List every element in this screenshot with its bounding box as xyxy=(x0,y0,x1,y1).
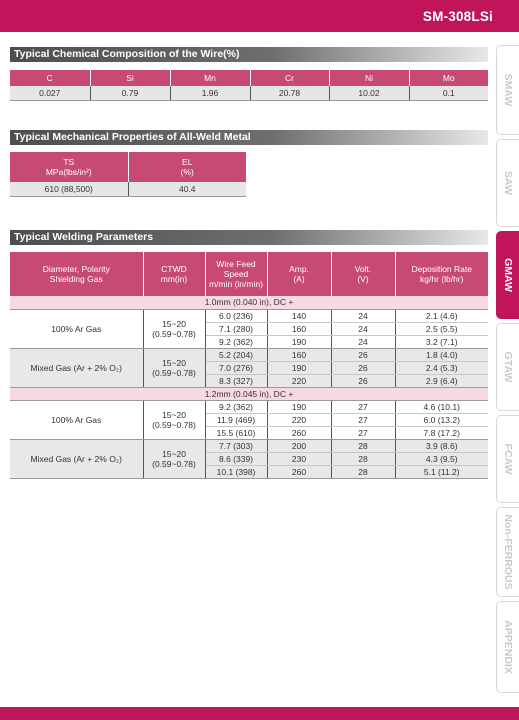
ctwd-mm: 15~20 xyxy=(162,409,186,420)
weld-col-amp xyxy=(267,252,331,296)
deposition-rate-cell: 2.9 (6.4) xyxy=(395,374,488,387)
weld-col-diameter-line1: Diameter, Polarity xyxy=(42,263,110,274)
wire-feed-speed-cell: 10.1 (398) xyxy=(205,465,267,478)
mech-value-el: 40.4 xyxy=(128,182,246,196)
wire-feed-speed-cell: 9.2 (362) xyxy=(205,335,267,348)
chem-col-c: C xyxy=(10,70,90,86)
deposition-rate-cell: 5.1 (11.2) xyxy=(395,465,488,478)
shielding-gas-cell: Mixed Gas (Ar + 2% O₂) xyxy=(10,439,143,478)
side-tab-label: Non-FERROUS xyxy=(502,514,514,590)
chem-col-mn: Mn xyxy=(170,70,250,86)
weld-col-wfs-line1: Wire Feed Speed xyxy=(216,258,256,279)
product-title: SM-308LSi xyxy=(422,9,493,24)
ctwd-in: (0.59~0.78) xyxy=(152,419,196,430)
weld-col-deposition-line2: kg/hr (lb/hr) xyxy=(420,274,464,284)
amperage-cell: 260 xyxy=(267,465,331,478)
amperage-cell: 200 xyxy=(267,439,331,452)
ctwd-mm: 15~20 xyxy=(162,318,186,329)
mech-value-ts: 610 (88,500) xyxy=(10,182,128,196)
voltage-cell: 27 xyxy=(331,400,395,413)
ctwd-mm: 15~20 xyxy=(162,357,186,368)
weld-col-amp-line1: Amp. xyxy=(289,263,309,274)
side-tab-label: GMAW xyxy=(502,258,514,292)
chem-col-mo: Mo xyxy=(409,70,488,86)
voltage-cell: 24 xyxy=(331,322,395,335)
weld-col-ctwd xyxy=(143,252,205,296)
voltage-cell: 26 xyxy=(331,361,395,374)
voltage-cell: 27 xyxy=(331,426,395,439)
mech-col-el-line1: EL xyxy=(182,156,193,167)
welding-table xyxy=(10,252,488,479)
mechanical-value-row xyxy=(10,182,246,196)
voltage-cell: 24 xyxy=(331,335,395,348)
amperage-cell: 220 xyxy=(267,374,331,387)
wire-feed-speed-cell: 5.2 (204) xyxy=(205,348,267,361)
voltage-cell: 28 xyxy=(331,452,395,465)
side-tab-gmaw[interactable] xyxy=(496,231,519,319)
deposition-rate-cell: 1.8 (4.0) xyxy=(395,348,488,361)
welding-size-row xyxy=(10,296,488,309)
welding-data-row xyxy=(10,348,488,361)
wire-feed-speed-cell: 7.1 (280) xyxy=(205,322,267,335)
deposition-rate-cell: 3.2 (7.1) xyxy=(395,335,488,348)
welding-table-body xyxy=(10,296,488,478)
voltage-cell: 24 xyxy=(331,309,395,322)
mech-col-ts xyxy=(10,152,128,182)
welding-size-label: 1.0mm (0.040 in), DC + xyxy=(10,296,488,309)
deposition-rate-cell: 6.0 (13.2) xyxy=(395,413,488,426)
side-tab-label: GTAW xyxy=(502,351,514,383)
voltage-cell: 27 xyxy=(331,413,395,426)
wire-feed-speed-cell: 11.9 (469) xyxy=(205,413,267,426)
mech-col-el-line2: (%) xyxy=(180,167,194,177)
amperage-cell: 160 xyxy=(267,348,331,361)
welding-data-row xyxy=(10,439,488,452)
ctwd-cell xyxy=(143,348,205,387)
deposition-rate-cell: 2.4 (5.3) xyxy=(395,361,488,374)
voltage-cell: 28 xyxy=(331,465,395,478)
voltage-cell: 28 xyxy=(331,439,395,452)
amperage-cell: 140 xyxy=(267,309,331,322)
ctwd-in: (0.59~0.78) xyxy=(152,328,196,339)
welding-data-row xyxy=(10,309,488,322)
ctwd-in: (0.59~0.78) xyxy=(152,458,196,469)
chem-col-ni: Ni xyxy=(329,70,409,86)
welding-size-row xyxy=(10,387,488,400)
chemical-header-row xyxy=(10,70,488,86)
wire-feed-speed-cell: 6.0 (236) xyxy=(205,309,267,322)
mechanical-table xyxy=(10,152,246,197)
voltage-cell: 26 xyxy=(331,348,395,361)
weld-col-volt xyxy=(331,252,395,296)
side-tab-gtaw[interactable] xyxy=(496,323,519,411)
amperage-cell: 260 xyxy=(267,426,331,439)
mech-col-el xyxy=(128,152,246,182)
voltage-cell: 26 xyxy=(331,374,395,387)
shielding-gas-cell: 100% Ar Gas xyxy=(10,309,143,348)
side-tab-strip xyxy=(496,45,519,695)
ctwd-in: (0.59~0.78) xyxy=(152,367,196,378)
side-tab-label: APPENDIX xyxy=(502,620,514,674)
amperage-cell: 160 xyxy=(267,322,331,335)
wire-feed-speed-cell: 7.0 (276) xyxy=(205,361,267,374)
wire-feed-speed-cell: 15.5 (610) xyxy=(205,426,267,439)
shielding-gas-cell: 100% Ar Gas xyxy=(10,400,143,439)
amperage-cell: 190 xyxy=(267,400,331,413)
side-tab-appendix[interactable] xyxy=(496,601,519,693)
mechanical-section-title: Typical Mechanical Properties of All-Weld Metal xyxy=(10,130,488,145)
ctwd-cell xyxy=(143,400,205,439)
deposition-rate-cell: 2.1 (4.6) xyxy=(395,309,488,322)
chem-value-si: 0.79 xyxy=(90,86,170,100)
welding-size-label: 1.2mm (0.045 in), DC + xyxy=(10,387,488,400)
chem-value-cr: 20.78 xyxy=(250,86,329,100)
wire-feed-speed-cell: 8.3 (327) xyxy=(205,374,267,387)
mechanical-header-row xyxy=(10,152,246,182)
amperage-cell: 220 xyxy=(267,413,331,426)
chem-value-mn: 1.96 xyxy=(170,86,250,100)
chem-col-si: Si xyxy=(90,70,170,86)
bottom-banner xyxy=(0,707,519,720)
weld-col-ctwd-line1: CTWD xyxy=(161,263,187,274)
deposition-rate-cell: 3.9 (8.6) xyxy=(395,439,488,452)
mech-col-ts-line1: TS xyxy=(63,156,75,167)
amperage-cell: 230 xyxy=(267,452,331,465)
welding-section-title: Typical Welding Parameters xyxy=(10,230,488,245)
side-tab-label: FCAW xyxy=(502,443,514,475)
amperage-cell: 190 xyxy=(267,335,331,348)
weld-col-volt-line2: (V) xyxy=(357,274,369,284)
weld-col-wfs xyxy=(205,252,267,296)
ctwd-mm: 15~20 xyxy=(162,448,186,459)
chem-value-c: 0.027 xyxy=(10,86,90,100)
chem-value-ni: 10.02 xyxy=(329,86,409,100)
weld-col-diameter xyxy=(10,252,143,296)
wire-feed-speed-cell: 9.2 (362) xyxy=(205,400,267,413)
wire-feed-speed-cell: 8.6 (339) xyxy=(205,452,267,465)
weld-col-deposition-line1: Deposition Rate xyxy=(411,263,472,274)
deposition-rate-cell: 4.3 (9.5) xyxy=(395,452,488,465)
deposition-rate-cell: 7.8 (17.2) xyxy=(395,426,488,439)
deposition-rate-cell: 4.6 (10.1) xyxy=(395,400,488,413)
deposition-rate-cell: 2.5 (5.5) xyxy=(395,322,488,335)
weld-col-diameter-line2: Shielding Gas xyxy=(49,274,103,284)
welding-data-row xyxy=(10,400,488,413)
weld-col-wfs-line2: m/min (in/min) xyxy=(209,279,263,290)
ctwd-cell xyxy=(143,309,205,348)
weld-col-ctwd-line2: mm(in) xyxy=(160,274,188,284)
side-tab-smaw[interactable] xyxy=(496,45,519,135)
chem-value-mo: 0.1 xyxy=(409,86,488,100)
weld-col-deposition xyxy=(395,252,488,296)
wire-feed-speed-cell: 7.7 (303) xyxy=(205,439,267,452)
ctwd-cell xyxy=(143,439,205,478)
weld-col-amp-line2: (A) xyxy=(293,274,305,284)
side-tab-label: SMAW xyxy=(502,73,514,107)
side-tab-fcaw[interactable] xyxy=(496,415,519,503)
chemical-value-row xyxy=(10,86,488,100)
welding-header-row xyxy=(10,252,488,296)
weld-col-volt-line1: Volt. xyxy=(354,263,372,274)
chemical-section-title: Typical Chemical Composition of the Wire(%) xyxy=(10,47,488,62)
side-tab-saw[interactable] xyxy=(496,139,519,227)
shielding-gas-cell: Mixed Gas (Ar + 2% O₂) xyxy=(10,348,143,387)
side-tab-non-ferrous[interactable] xyxy=(496,507,519,597)
side-tab-label: SAW xyxy=(502,171,514,195)
mech-col-ts-line2: MPa(lbs/in²) xyxy=(45,167,92,177)
chem-col-cr: Cr xyxy=(250,70,329,86)
amperage-cell: 190 xyxy=(267,361,331,374)
chemical-table xyxy=(10,70,488,101)
